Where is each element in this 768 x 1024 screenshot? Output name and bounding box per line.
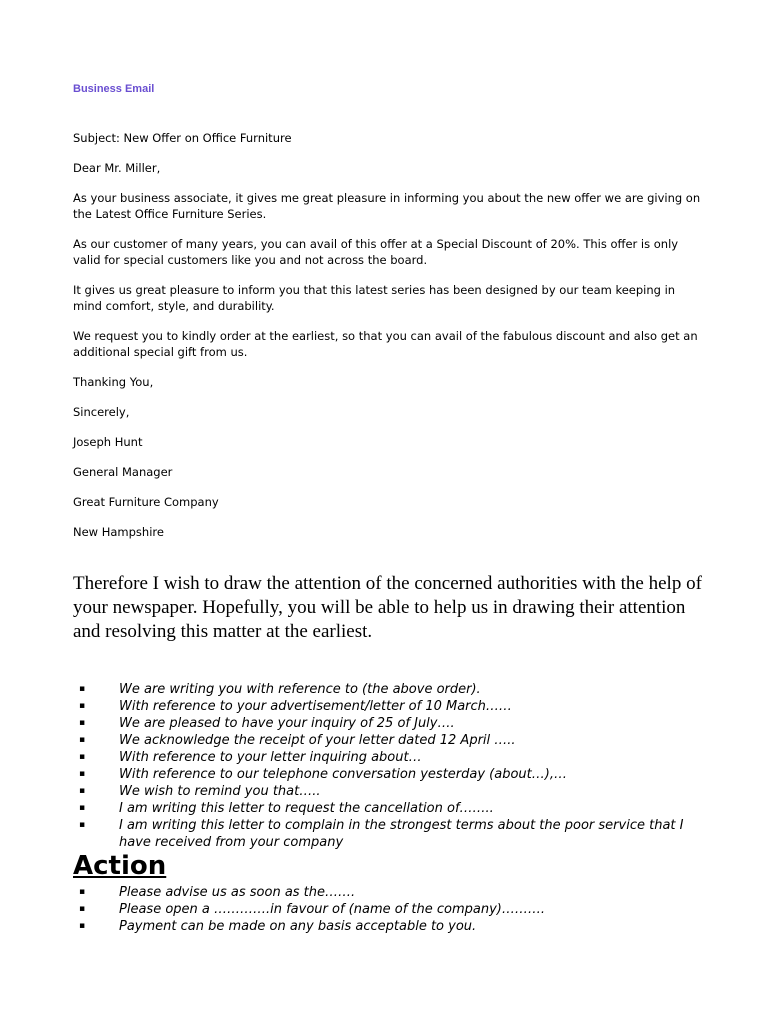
list-item-text: With reference to your advertisement/letter of 10 March…… bbox=[119, 699, 512, 714]
list-item-text: With reference to our telephone conversation yesterday (about…),… bbox=[119, 767, 567, 782]
email-paragraph: We request you to kindly order at the earliest, so that you can avail of the fabulous discount and also get an additional special gift from us. bbox=[73, 329, 698, 359]
square-bullet-icon: ▪ bbox=[79, 752, 86, 762]
newspaper-paragraph-text: Therefore I wish to draw the attention of the concerned authorities with the help of your newspaper. Hopefully, you will be able to help us in drawing their attention and resolving this matter at the earliest. bbox=[73, 573, 702, 642]
document-title: Business Email bbox=[73, 83, 155, 95]
square-bullet-icon: ▪ bbox=[79, 786, 86, 796]
list-item bbox=[73, 681, 713, 698]
list-item bbox=[73, 698, 713, 715]
email-closing: Thanking You, bbox=[73, 375, 154, 389]
opening-phrases-list bbox=[73, 681, 713, 851]
square-bullet-icon: ▪ bbox=[79, 735, 86, 745]
newspaper-paragraph bbox=[73, 572, 713, 644]
square-bullet-icon: ▪ bbox=[79, 803, 86, 813]
list-item-text: Payment can be made on any basis acceptable to you. bbox=[119, 919, 477, 934]
business-email bbox=[73, 130, 703, 554]
email-paragraph: As your business associate, it gives me great pleasure in informing you about the new offer we are giving on the Latest Office Furniture Series. bbox=[73, 191, 701, 221]
action-heading: Action bbox=[73, 851, 167, 881]
list-item bbox=[73, 817, 713, 851]
list-item-text: We are writing you with reference to (the above order). bbox=[119, 682, 481, 697]
square-bullet-icon: ▪ bbox=[79, 820, 86, 830]
list-item bbox=[73, 749, 713, 766]
list-item bbox=[73, 715, 713, 732]
square-bullet-icon: ▪ bbox=[79, 921, 86, 931]
signature-name: Joseph Hunt bbox=[73, 435, 143, 449]
square-bullet-icon: ▪ bbox=[79, 769, 86, 779]
list-item-text: I am writing this letter to complain in the strongest terms about the poor service that I have received from your company bbox=[119, 818, 684, 850]
list-item-text: Please advise us as soon as the……. bbox=[119, 885, 356, 900]
list-item bbox=[73, 766, 713, 783]
square-bullet-icon: ▪ bbox=[79, 718, 86, 728]
list-item bbox=[73, 732, 713, 749]
signature-block bbox=[73, 404, 703, 540]
signoff: Sincerely, bbox=[73, 405, 130, 419]
list-item bbox=[73, 884, 713, 901]
list-item-text: With reference to your letter inquiring about… bbox=[119, 750, 422, 765]
email-paragraph: It gives us great pleasure to inform you that this latest series has been designed by our team keeping in mind comfort, style, and durability. bbox=[73, 283, 676, 313]
list-item-text: We wish to remind you that….. bbox=[119, 784, 321, 799]
email-paragraph: As our customer of many years, you can avail of this offer at a Special Discount of 20%. This offer is only valid for special customers like you and not across the board. bbox=[73, 237, 679, 267]
square-bullet-icon: ▪ bbox=[79, 684, 86, 694]
list-item bbox=[73, 800, 713, 817]
signature-position: General Manager bbox=[73, 465, 173, 479]
square-bullet-icon: ▪ bbox=[79, 701, 86, 711]
action-list bbox=[73, 884, 713, 935]
square-bullet-icon: ▪ bbox=[79, 904, 86, 914]
list-item-text: We acknowledge the receipt of your letter dated 12 April ….. bbox=[119, 733, 516, 748]
list-item-text: Please open a ………….in favour of (name of the company)………. bbox=[119, 902, 545, 917]
signature-location: New Hampshire bbox=[73, 525, 164, 539]
list-item bbox=[73, 783, 713, 800]
list-item bbox=[73, 918, 713, 935]
list-item-text: I am writing this letter to request the cancellation of…….. bbox=[119, 801, 494, 816]
list-item-text: We are pleased to have your inquiry of 25 of July…. bbox=[119, 716, 455, 731]
email-salutation: Dear Mr. Miller, bbox=[73, 161, 161, 175]
email-subject: Subject: New Offer on Office Furniture bbox=[73, 131, 292, 145]
list-item bbox=[73, 901, 713, 918]
square-bullet-icon: ▪ bbox=[79, 887, 86, 897]
signature-company: Great Furniture Company bbox=[73, 495, 219, 509]
